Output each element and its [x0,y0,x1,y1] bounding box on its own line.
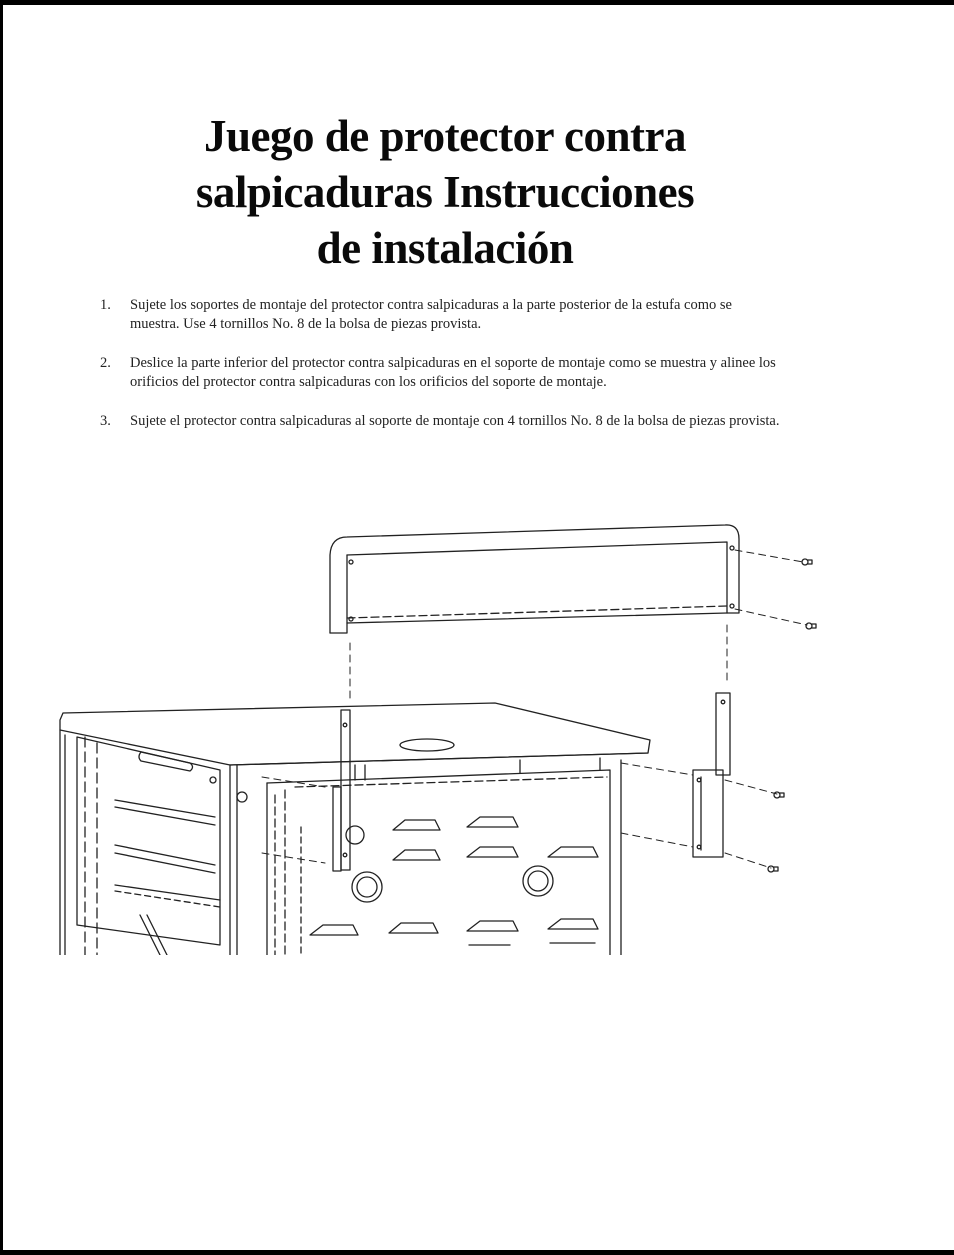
instruction-step-2 [100,354,780,392]
step-number: 1. [100,297,111,313]
range-body-icon [60,703,650,955]
mounting-bracket-icon [333,710,350,871]
backsplash-panel-icon [330,525,739,633]
title-line-2: salpicaduras Instrucciones [195,167,695,217]
step-number: 2. [100,355,111,371]
alignment-guides [262,550,807,868]
mounting-bracket-right-icon [693,693,730,857]
page-title [100,108,790,276]
step-text: Sujete los soportes de montaje del protector contra salpicaduras a la parte posterior de la estufa como se muestra. Use 4 tornillos No. 8 de la bolsa de piezas provista. [130,297,732,332]
title-line-1: Juego de protector contra [204,111,686,161]
instruction-step-1 [100,296,780,334]
bottom-border [0,1250,954,1255]
left-border [0,0,3,1255]
top-border [0,0,954,5]
title-line-3: de instalación [316,223,574,273]
step-text: Sujete el protector contra salpicaduras al soporte de montaje con 4 tornillos No. 8 de la bolsa de piezas provista. [130,413,780,429]
step-text: Deslice la parte inferior del protector contra salpicaduras en el soporte de montaje como se muestra y alinee los orificios del protector contra salpicaduras con los orificios del soporte de montaje. [130,355,776,390]
instruction-steps [100,296,780,431]
step-number: 3. [100,413,111,429]
installation-diagram-svg [55,515,845,955]
installation-diagram [55,515,845,955]
instruction-step-3 [100,412,780,431]
screw-icon [768,559,816,872]
